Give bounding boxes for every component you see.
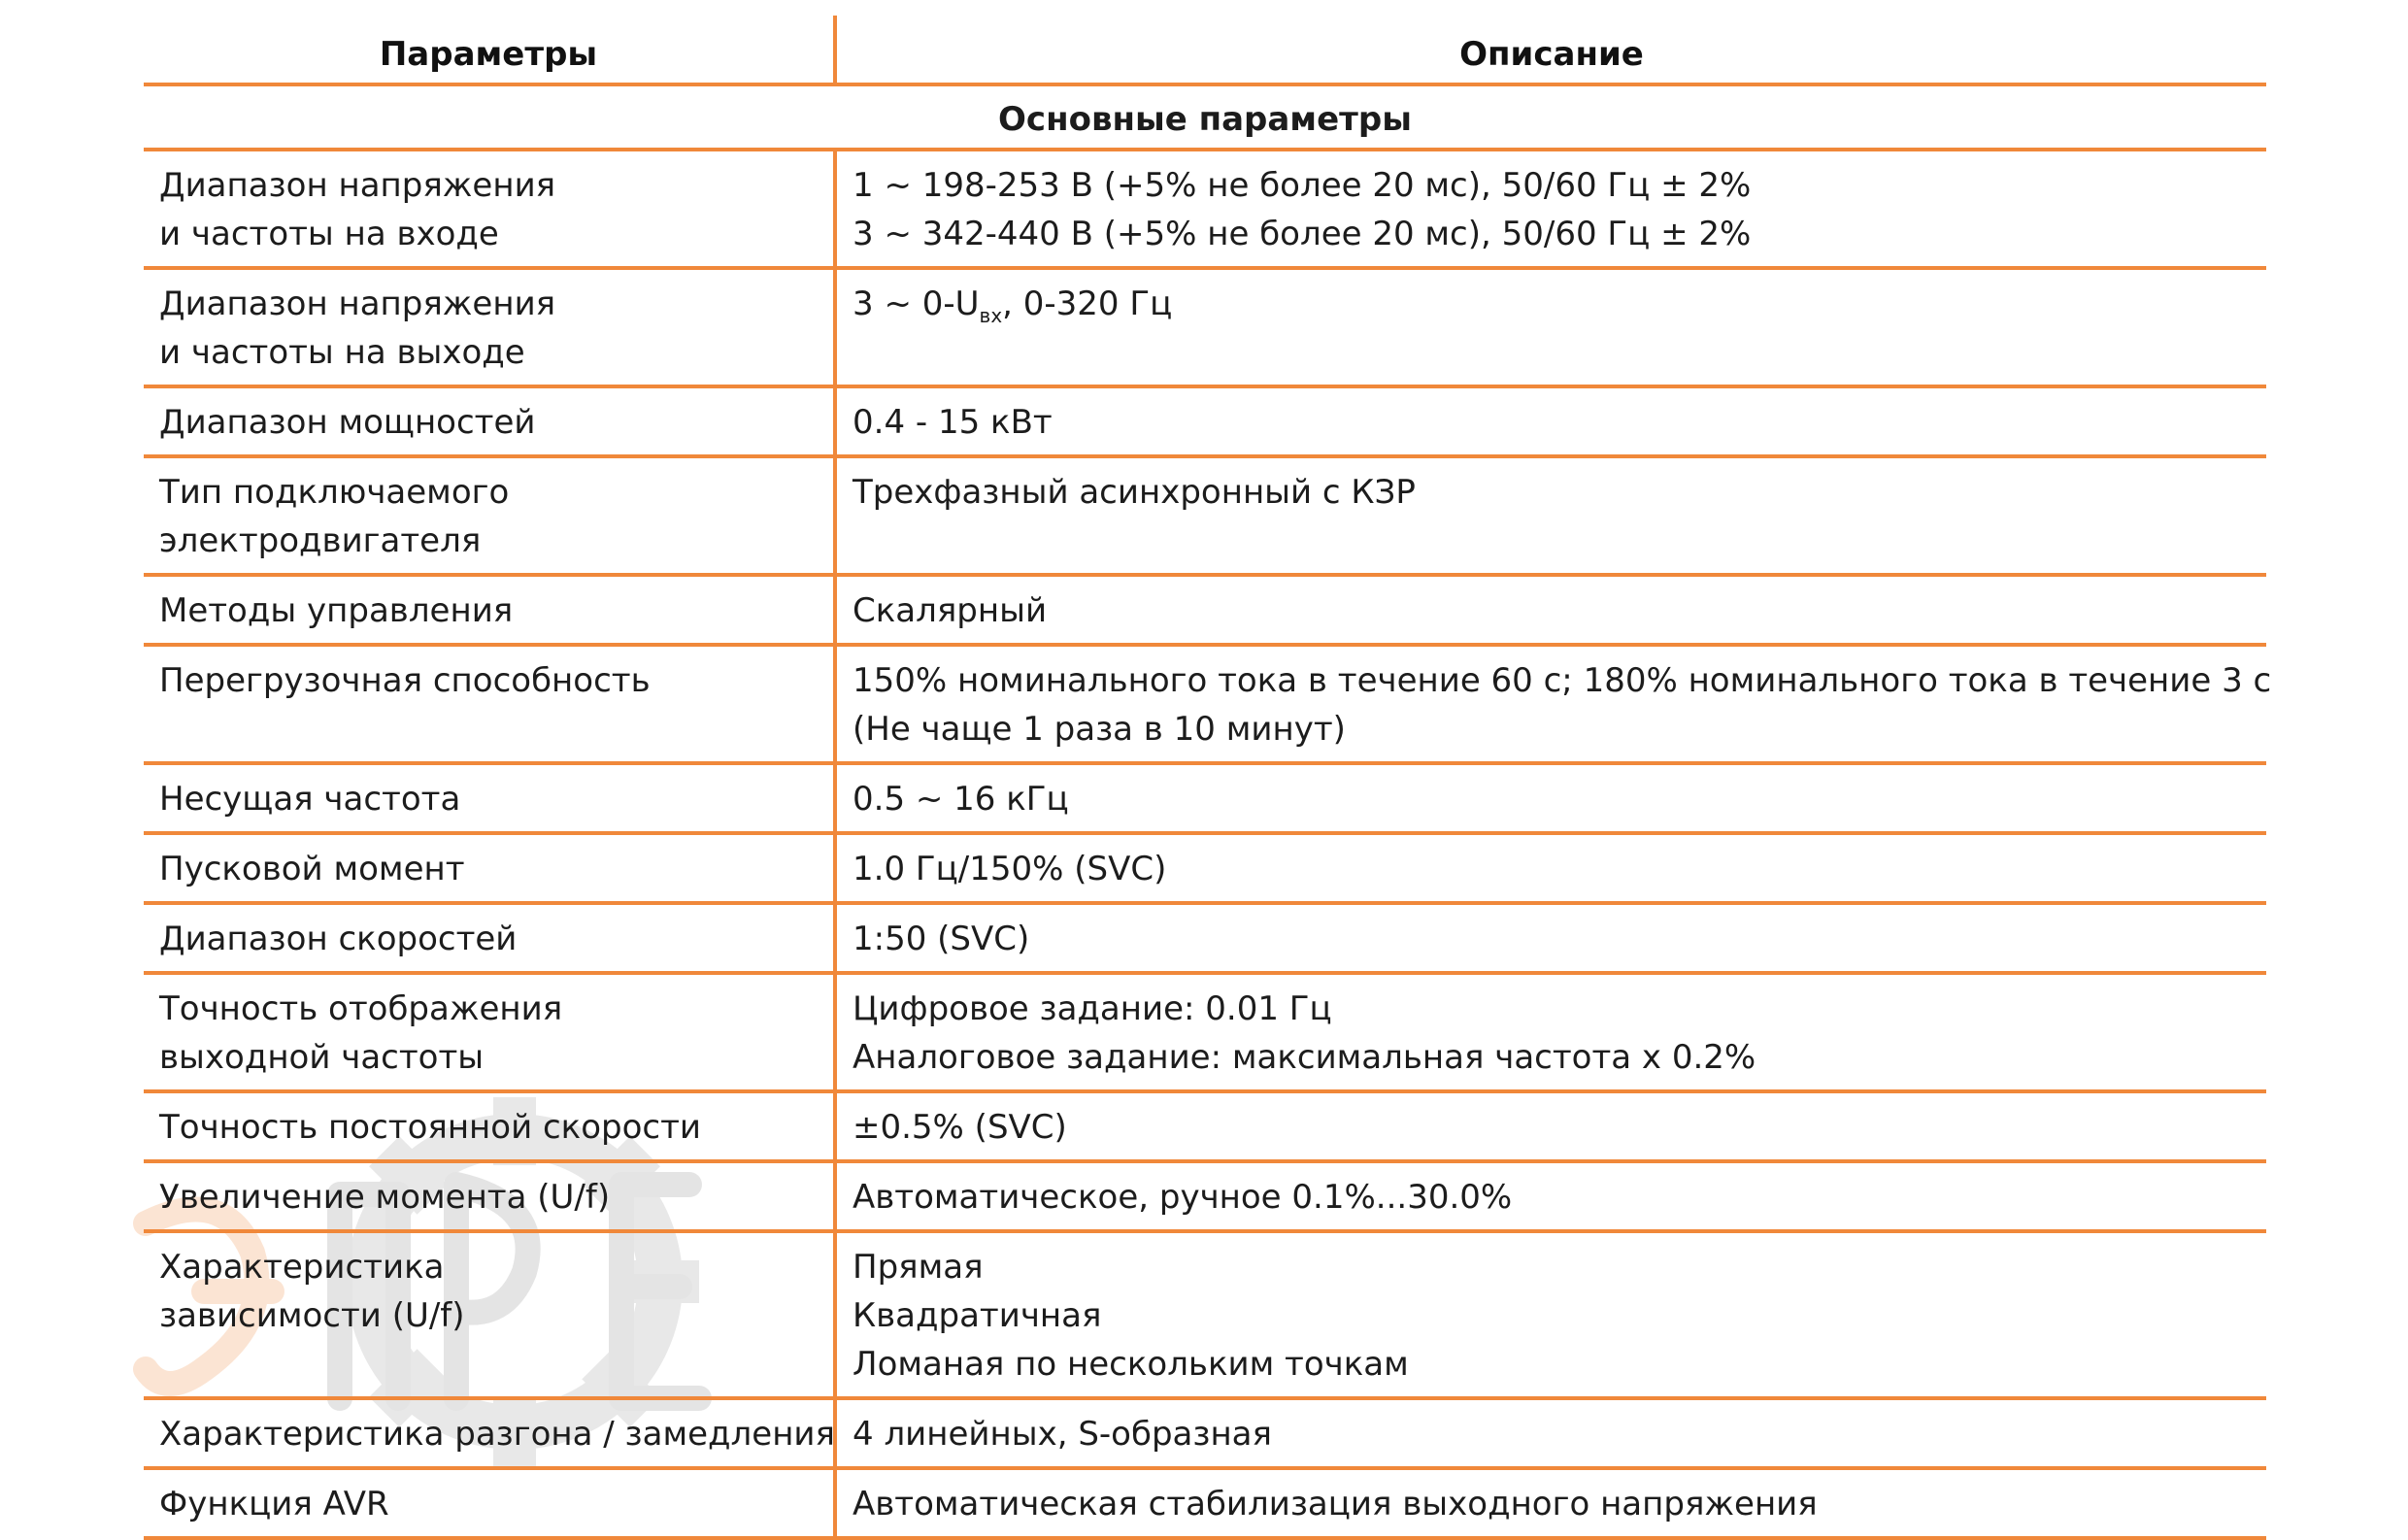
param-cell: [144, 1398, 835, 1468]
desc-cell: [835, 1231, 2266, 1398]
param-cell: [144, 645, 835, 763]
desc-text: Автоматическое, ручное 0.1%...30.0%: [853, 1178, 1513, 1217]
desc-text: Аналоговое задание: максимальная частота x 0.2%: [853, 1038, 1756, 1077]
desc-suffix: , 0-320 Гц: [1002, 285, 1173, 323]
table-row: [144, 1161, 2266, 1231]
table-row: [144, 833, 2266, 903]
desc-cell: [835, 973, 2266, 1091]
table-row: [144, 1091, 2266, 1161]
param-cell: [144, 903, 835, 973]
param-cell: [144, 1161, 835, 1231]
section-row: [144, 84, 2266, 150]
desc-text: Скалярный: [853, 591, 1048, 630]
param-text: Функция AVR: [159, 1485, 389, 1523]
desc-cell: [835, 1161, 2266, 1231]
desc-subscript: вх: [979, 303, 1003, 327]
desc-text: 0.4 - 15 кВт: [853, 403, 1053, 442]
desc-text: 4 линейных, S-образная: [853, 1415, 1272, 1454]
desc-prefix: 3 ~ 0-U: [853, 285, 980, 323]
desc-text: 1.0 Гц/150% (SVC): [853, 850, 1167, 888]
param-cell: [144, 575, 835, 645]
table-row: [144, 386, 2266, 456]
desc-text: Прямая: [853, 1248, 984, 1287]
table-row: [144, 903, 2266, 973]
param-text: Несущая частота: [159, 780, 461, 819]
header-description: Описание: [835, 16, 2266, 84]
desc-text: 3 ~ 342-440 В (+5% не более 20 мс), 50/60 Гц ± 2%: [853, 215, 1752, 253]
param-text: Диапазон напряжения: [159, 166, 556, 205]
desc-text: 1:50 (SVC): [853, 920, 1030, 958]
desc-cell: [835, 1468, 2266, 1538]
desc-cell: [835, 833, 2266, 903]
param-text: Точность отображения: [159, 989, 563, 1028]
desc-cell: [835, 1091, 2266, 1161]
table-row: [144, 645, 2266, 763]
desc-cell: [835, 1398, 2266, 1468]
desc-cell: [835, 903, 2266, 973]
param-cell: [144, 456, 835, 575]
desc-cell: [835, 763, 2266, 833]
desc-cell: [835, 150, 2266, 268]
param-cell: [144, 268, 835, 386]
desc-cell: [835, 386, 2266, 456]
param-text: Пусковой момент: [159, 850, 465, 888]
param-text: Перегрузочная способность: [159, 661, 651, 700]
param-text: Методы управления: [159, 591, 514, 630]
table-row: [144, 1398, 2266, 1468]
param-text: Диапазон напряжения: [159, 285, 556, 323]
table-row: [144, 268, 2266, 386]
param-text: Диапазон мощностей: [159, 403, 536, 442]
param-text: Увеличение момента (U/f): [159, 1178, 611, 1217]
desc-cell: [835, 575, 2266, 645]
desc-text: Квадратичная: [853, 1296, 1102, 1335]
param-cell: [144, 1468, 835, 1538]
desc-cell: [835, 645, 2272, 763]
table-row: [144, 1231, 2266, 1398]
param-cell: [144, 833, 835, 903]
desc-text: (Не чаще 1 раза в 10 минут): [853, 710, 1346, 749]
param-cell: [144, 386, 835, 456]
desc-text: Автоматическая стабилизация выходного напряжения: [853, 1485, 1818, 1523]
param-text: зависимости (U/f): [159, 1296, 465, 1335]
table-row: [144, 575, 2266, 645]
param-text: выходной частоты: [159, 1038, 485, 1077]
section-title: Основные параметры: [144, 84, 2266, 150]
param-text: Тип подключаемого: [159, 473, 510, 512]
table-header-row: [144, 16, 2266, 84]
param-text: Характеристика: [159, 1248, 445, 1287]
header-parameters: Параметры: [144, 16, 835, 84]
desc-text: ±0.5% (SVC): [853, 1108, 1067, 1147]
desc-text: Трехфазный асинхронный с КЗР: [853, 473, 1416, 512]
specs-table: [144, 16, 2272, 1540]
desc-cell: [835, 456, 2266, 575]
desc-text: Ломаная по нескольким точкам: [853, 1345, 1409, 1384]
table-row: [144, 763, 2266, 833]
table-row: [144, 456, 2266, 575]
param-text: Диапазон скоростей: [159, 920, 518, 958]
param-text: Точность постоянной скорости: [159, 1108, 701, 1147]
param-cell: [144, 1231, 835, 1398]
table-row: [144, 973, 2266, 1091]
param-text: и частоты на выходе: [159, 333, 525, 372]
desc-cell: [835, 268, 2266, 386]
param-cell: [144, 1091, 835, 1161]
param-text: и частоты на входе: [159, 215, 499, 253]
param-text: Характеристика разгона / замедления: [159, 1415, 835, 1454]
param-cell: [144, 763, 835, 833]
table-row: [144, 150, 2266, 268]
desc-text: 150% номинального тока в течение 60 с; 180% номинального тока в течение 3 с: [853, 661, 2272, 700]
desc-text: Цифровое задание: 0.01 Гц: [853, 989, 1332, 1028]
param-cell: [144, 150, 835, 268]
param-cell: [144, 973, 835, 1091]
desc-text: 1 ~ 198-253 В (+5% не более 20 мс), 50/60 Гц ± 2%: [853, 166, 1752, 205]
desc-text: 0.5 ~ 16 кГц: [853, 780, 1069, 819]
table-row: [144, 1468, 2266, 1538]
param-text: электродвигателя: [159, 521, 482, 560]
desc-text: [853, 280, 2253, 328]
